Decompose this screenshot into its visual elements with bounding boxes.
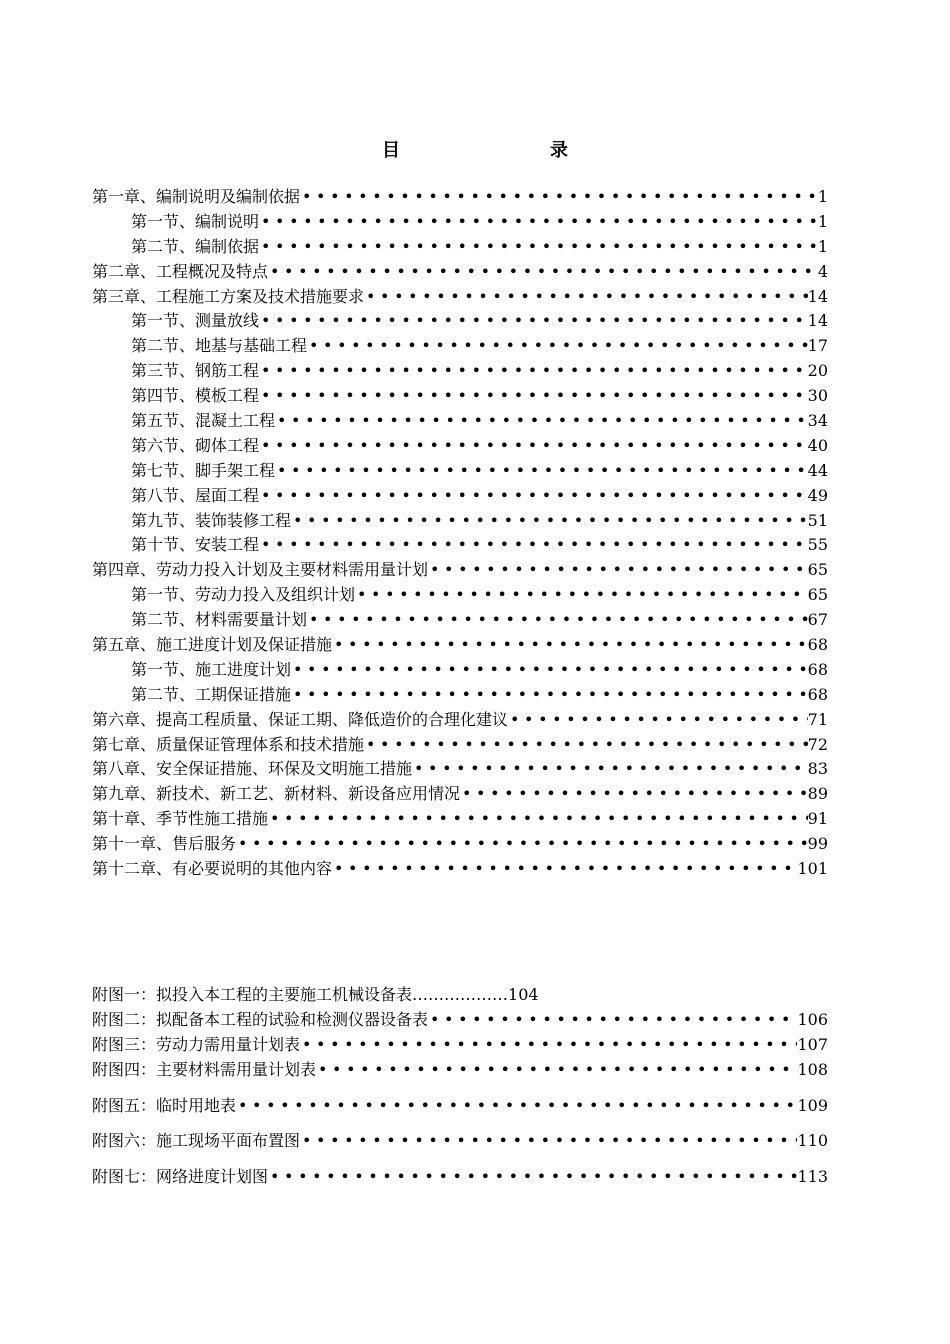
- dot-leader: [291, 509, 808, 534]
- toc-entry-page: 55: [807, 535, 828, 555]
- toc-entry-text: 第六章、提高工程质量、保证工期、降低造价的合理化建议: [92, 709, 509, 729]
- toc-entry-text: 第一节、施工进度计划: [131, 659, 292, 679]
- toc-entry[interactable]: [92, 832, 828, 857]
- toc-entry-text: 第三章、工程施工方案及技术措施要求: [92, 286, 365, 306]
- dot-leader: [300, 1033, 797, 1058]
- appendix-entry-text: 附图一：拟投入本工程的主要施工机械设备表: [92, 985, 413, 1004]
- toc-entry[interactable]: [92, 757, 828, 782]
- toc-entry-text: 第十二章、有必要说明的其他内容: [92, 859, 333, 879]
- toc-entry-page: 101: [797, 859, 828, 879]
- toc-entry[interactable]: [92, 658, 828, 683]
- toc-entry-text: 第二节、编制依据: [131, 236, 260, 256]
- dot-leader: [508, 708, 808, 733]
- toc-entry[interactable]: [92, 782, 828, 807]
- appendix-entry-page: 113: [797, 1167, 828, 1187]
- dot-leader: [259, 235, 818, 260]
- toc-entry[interactable]: [92, 608, 828, 633]
- toc-entry-text: 第二节、材料需要量计划: [131, 610, 308, 630]
- dot-leader: [460, 782, 808, 807]
- toc-entry-text: 第八章、安全保证措施、环保及文明施工措施: [92, 759, 413, 779]
- toc-entry[interactable]: [92, 384, 828, 409]
- dot-leader: [259, 384, 808, 409]
- toc-entry-page: 51: [807, 510, 828, 530]
- toc-entry[interactable]: [92, 484, 828, 509]
- dot-leader: [268, 1165, 797, 1190]
- toc-entry-text: 第十一章、售后服务: [92, 834, 237, 854]
- toc-entry-page: 30: [807, 386, 828, 406]
- toc-entry-page: 14: [807, 286, 828, 306]
- toc-entry-text: 第四节、模板工程: [131, 386, 260, 406]
- appendix-entry-text: 附图五：临时用地表: [92, 1095, 237, 1115]
- spacer: [92, 1083, 828, 1094]
- appendix-entry[interactable]: [92, 1008, 828, 1033]
- toc-entry[interactable]: [92, 185, 828, 210]
- dot-leader: [332, 633, 808, 658]
- appendix-entry[interactable]: [92, 1129, 828, 1154]
- appendix-entry[interactable]: [92, 1033, 828, 1058]
- toc-entry-page: 17: [807, 336, 828, 356]
- toc-entry-text: 第八节、屋面工程: [131, 485, 260, 505]
- dot-leader: [291, 658, 808, 683]
- toc-entry[interactable]: [92, 509, 828, 534]
- spacer: [92, 1154, 828, 1165]
- appendix-entry-text: 附图六：施工现场平面布置图: [92, 1131, 301, 1151]
- toc-entry-text: 第十节、安装工程: [131, 535, 260, 555]
- toc-entry-text: 第十章、季节性施工措施: [92, 809, 269, 829]
- table-of-contents: [92, 185, 828, 882]
- ellipsis-leader: ………………: [412, 985, 509, 1004]
- toc-entry-text: 第七章、质量保证管理体系和技术措施: [92, 734, 365, 754]
- toc-entry[interactable]: [92, 533, 828, 558]
- toc-entry-text: 第九章、新技术、新工艺、新材料、新设备应用情况: [92, 784, 461, 804]
- appendix-entry-page: 106: [797, 1009, 828, 1029]
- dot-leader: [316, 1058, 797, 1083]
- toc-entry[interactable]: [92, 857, 828, 882]
- toc-entry-page: 89: [807, 784, 828, 804]
- toc-entry-page: 1: [817, 211, 828, 231]
- toc-entry-page: 14: [807, 311, 828, 331]
- toc-entry-page: 1: [817, 236, 828, 256]
- toc-entry-text: 第五章、施工进度计划及保证措施: [92, 635, 333, 655]
- appendix-entry-text: 附图七：网络进度计划图: [92, 1167, 269, 1187]
- toc-entry[interactable]: [92, 260, 828, 285]
- appendix-entry-text: 附图四：主要材料需用量计划表: [92, 1059, 317, 1079]
- toc-entry[interactable]: [92, 359, 828, 384]
- dot-leader: [259, 484, 808, 509]
- toc-entry-page: 68: [807, 635, 828, 655]
- dot-leader: [332, 857, 797, 882]
- toc-entry-page: 40: [807, 435, 828, 455]
- toc-entry[interactable]: [92, 409, 828, 434]
- dot-leader: [355, 583, 808, 608]
- dot-leader: [259, 359, 808, 384]
- toc-entry-page: 49: [807, 485, 828, 505]
- dot-leader: [275, 459, 808, 484]
- toc-entry[interactable]: [92, 807, 828, 832]
- toc-entry-page: 34: [807, 411, 828, 431]
- appendix-entry[interactable]: [92, 983, 828, 1008]
- appendix-entry-page: 108: [797, 1059, 828, 1079]
- toc-entry-page: 91: [807, 809, 828, 829]
- toc-entry[interactable]: [92, 459, 828, 484]
- dot-leader: [291, 683, 808, 708]
- toc-entry-page: 72: [807, 734, 828, 754]
- dot-leader: [307, 334, 808, 359]
- toc-entry-text: 第二节、工期保证措施: [131, 684, 292, 704]
- dot-leader: [236, 832, 808, 857]
- page-title: 目 录: [382, 140, 606, 161]
- appendix-entry-page: 107: [797, 1034, 828, 1054]
- toc-entry-text: 第一节、编制说明: [131, 211, 260, 231]
- toc-entry[interactable]: [92, 708, 828, 733]
- toc-entry-text: 第九节、装饰装修工程: [131, 510, 292, 530]
- toc-entry-text: 第一节、测量放线: [131, 311, 260, 331]
- appendix-entry-text: 附图二：拟配备本工程的试验和检测仪器设备表: [92, 1009, 429, 1029]
- dot-leader: [428, 558, 808, 583]
- toc-entry-text: 第二节、地基与基础工程: [131, 336, 308, 356]
- appendix-entry-page: 109: [797, 1095, 828, 1115]
- toc-entry[interactable]: [92, 434, 828, 459]
- toc-entry-page: 65: [807, 585, 828, 605]
- dot-leader: [259, 309, 808, 334]
- toc-entry-page: 68: [807, 684, 828, 704]
- toc-entry-text: 第七节、脚手架工程: [131, 460, 276, 480]
- dot-leader: [300, 1129, 797, 1154]
- toc-entry-text: 第三节、钢筋工程: [131, 361, 260, 381]
- dot-leader: [236, 1094, 797, 1119]
- dot-leader: [364, 285, 808, 310]
- toc-entry-page: 71: [807, 709, 828, 729]
- toc-entry-page: 4: [817, 261, 828, 281]
- toc-entry[interactable]: [92, 309, 828, 334]
- dot-leader: [259, 533, 808, 558]
- appendix-entry[interactable]: [92, 1058, 828, 1083]
- toc-entry[interactable]: [92, 285, 828, 310]
- dot-leader: [275, 409, 808, 434]
- toc-entry[interactable]: [92, 235, 828, 260]
- dot-leader: [259, 434, 808, 459]
- dot-leader: [307, 608, 808, 633]
- dot-leader: [364, 733, 808, 758]
- toc-entry-text: 第六节、砌体工程: [131, 435, 260, 455]
- toc-entry-page: 65: [807, 560, 828, 580]
- toc-entry[interactable]: [92, 733, 828, 758]
- toc-entry-page: 1: [817, 187, 828, 206]
- toc-entry-page: 83: [807, 759, 828, 779]
- dot-leader: [300, 185, 818, 210]
- toc-entry-page: 20: [807, 361, 828, 381]
- toc-entry-text: 第四章、劳动力投入计划及主要材料需用量计划: [92, 560, 429, 580]
- toc-entry-text: 第一节、劳动力投入及组织计划: [131, 585, 356, 605]
- toc-entry-page: 67: [807, 610, 828, 630]
- toc-entry-page: 44: [807, 460, 828, 480]
- dot-leader: [259, 210, 818, 235]
- appendix-entry-page: 104: [508, 985, 539, 1004]
- dot-leader: [268, 260, 818, 285]
- toc-entry[interactable]: [92, 334, 828, 359]
- appendix-entry-text: 附图三：劳动力需用量计划表: [92, 1034, 301, 1054]
- appendix-list: [92, 983, 828, 1190]
- dot-leader: [412, 757, 808, 782]
- toc-entry-page: 68: [807, 659, 828, 679]
- toc-entry[interactable]: [92, 633, 828, 658]
- appendix-entry[interactable]: [92, 1094, 828, 1119]
- toc-entry-text: 第五节、混凝土工程: [131, 411, 276, 431]
- toc-entry-text: 第一章、编制说明及编制依据: [92, 187, 301, 206]
- toc-entry[interactable]: [92, 210, 828, 235]
- appendix-entry[interactable]: [92, 1165, 828, 1190]
- toc-entry[interactable]: [92, 683, 828, 708]
- dot-leader: [428, 1008, 797, 1033]
- toc-entry[interactable]: [92, 558, 828, 583]
- dot-leader: [268, 807, 808, 832]
- toc-entry-page: 99: [807, 834, 828, 854]
- appendix-entry-page: 110: [797, 1131, 828, 1151]
- toc-entry-text: 第二章、工程概况及特点: [92, 261, 269, 281]
- spacer: [92, 1118, 828, 1129]
- toc-entry[interactable]: [92, 583, 828, 608]
